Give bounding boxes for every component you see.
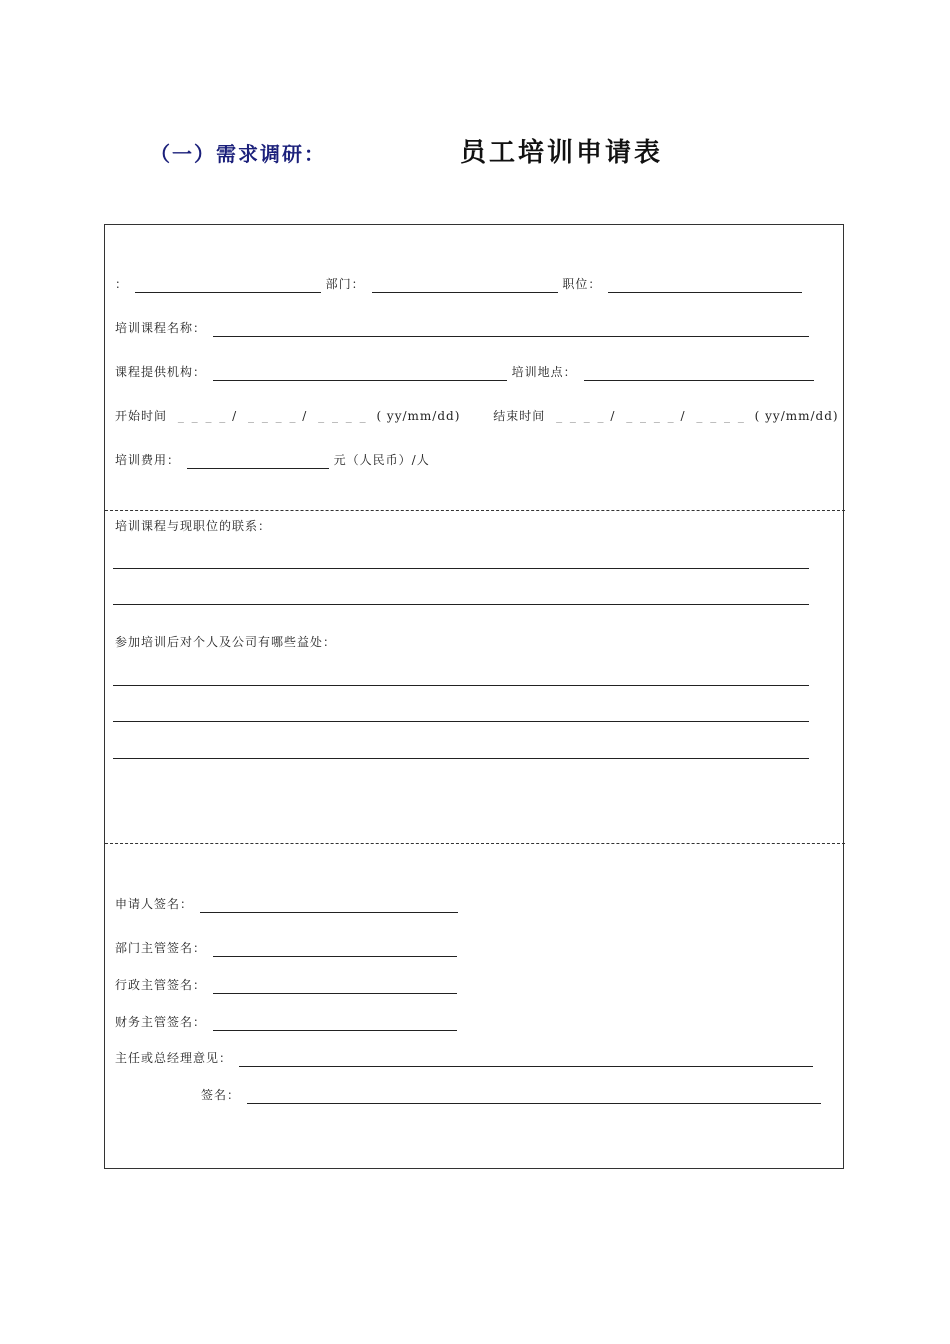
position-label: 职位：: [562, 277, 602, 291]
end-slash-2: /: [680, 409, 686, 423]
department-field[interactable]: [372, 278, 558, 293]
finance-head-sign-label: 财务主管签名：: [115, 1015, 207, 1029]
name-field[interactable]: [135, 278, 321, 293]
section-divider-1: [105, 510, 845, 511]
start-slash-2: /: [302, 409, 308, 423]
relation-line-1[interactable]: [113, 568, 809, 569]
fee-unit: 元（人民币）/人: [333, 453, 430, 467]
start-year-blank[interactable]: _ _ _ _: [177, 409, 228, 423]
start-label: 开始时间: [115, 409, 168, 423]
benefit-label: 参加培训后对个人及公司有哪些益处：: [115, 635, 337, 649]
end-label: 结束时间: [493, 409, 546, 423]
applicant-sign-field[interactable]: [200, 898, 458, 913]
form-frame: [104, 224, 844, 1169]
start-month-blank[interactable]: _ _ _ _: [248, 409, 298, 423]
end-month-blank[interactable]: _ _ _ _: [626, 409, 676, 423]
dept-head-sign-field[interactable]: [213, 942, 457, 957]
section-divider-2: [105, 843, 845, 844]
row-course-name: [115, 319, 809, 337]
gm-sign-field[interactable]: [247, 1089, 821, 1104]
admin-head-sign-label: 行政主管签名：: [115, 978, 207, 992]
fee-label: 培训费用：: [115, 453, 181, 467]
start-date-format: ( yy/mm/dd): [376, 409, 461, 423]
row-gm-sign: [201, 1086, 821, 1104]
end-slash-1: /: [610, 409, 616, 423]
benefit-line-3[interactable]: [113, 758, 809, 759]
end-year-blank[interactable]: _ _ _ _: [556, 409, 606, 423]
end-date-format: ( yy/mm/dd): [754, 409, 839, 423]
course-name-field[interactable]: [213, 322, 809, 337]
relation-label: 培训课程与现职位的联系：: [115, 519, 272, 533]
course-name-label: 培训课程名称：: [115, 321, 207, 335]
row-dates: [115, 407, 839, 425]
fee-field[interactable]: [187, 454, 329, 469]
row-applicant-sign: [115, 895, 458, 913]
applicant-sign-label: 申请人签名：: [115, 897, 194, 911]
dept-head-sign-label: 部门主管签名：: [115, 941, 207, 955]
finance-head-sign-field[interactable]: [213, 1016, 457, 1031]
name-prefix: ：: [115, 277, 129, 291]
row-fee: [115, 451, 430, 469]
relation-line-2[interactable]: [113, 604, 809, 605]
gm-opinion-field[interactable]: [239, 1052, 813, 1067]
row-finance-head-sign: [115, 1013, 457, 1031]
gm-sign-label: 签名：: [201, 1088, 241, 1102]
benefit-line-2[interactable]: [113, 721, 809, 722]
location-field[interactable]: [584, 366, 814, 381]
page-title: 员工培训申请表: [460, 138, 664, 168]
position-field[interactable]: [608, 278, 802, 293]
row-dept-head-sign: [115, 939, 457, 957]
admin-head-sign-field[interactable]: [213, 979, 457, 994]
provider-label: 课程提供机构：: [115, 365, 207, 379]
provider-field[interactable]: [213, 366, 507, 381]
end-day-blank[interactable]: _ _ _ _: [696, 409, 746, 423]
row-provider-location: [115, 363, 814, 381]
row-gm-opinion: [115, 1049, 813, 1067]
start-slash-1: /: [232, 409, 238, 423]
department-label: 部门：: [325, 277, 365, 291]
location-label: 培训地点：: [511, 365, 577, 379]
section-label: （一）需求调研：: [150, 142, 326, 166]
start-day-blank[interactable]: _ _ _ _: [318, 409, 368, 423]
benefit-line-1[interactable]: [113, 685, 809, 686]
gm-opinion-label: 主任或总经理意见：: [115, 1051, 233, 1065]
row-admin-head-sign: [115, 976, 457, 994]
row-basic-info: [115, 275, 802, 293]
